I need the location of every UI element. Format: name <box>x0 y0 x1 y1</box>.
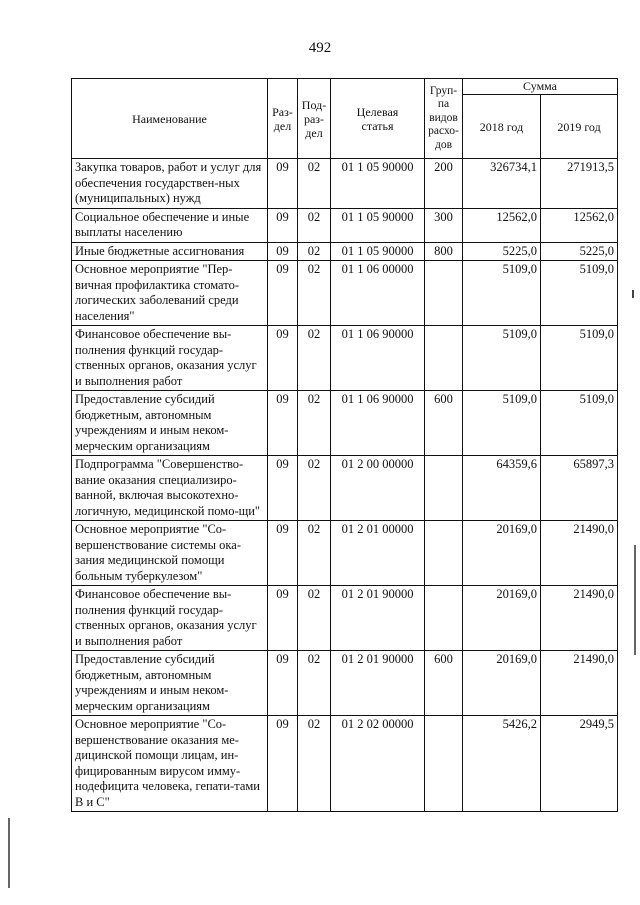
table-row <box>72 242 618 261</box>
cell-2019: 5109,0 <box>541 391 618 456</box>
cell-razdel: 09 <box>268 159 298 209</box>
cell-name: Закупка товаров, работ и услуг для обеспечения государствен-ных (муниципальных) нужд <box>72 159 268 209</box>
cell-2018: 5109,0 <box>463 391 541 456</box>
cell-2019: 21490,0 <box>541 651 618 716</box>
cell-name: Предоставление субсидий бюджетным, автономным учреждениям и иным неком-мерческим организациям <box>72 651 268 716</box>
cell-tselevaya: 01 2 02 00000 <box>331 716 425 812</box>
cell-podrazdel: 02 <box>298 326 331 391</box>
cell-tselevaya: 01 1 06 00000 <box>331 261 425 326</box>
cell-name: Основное мероприятие "Со-вершенствование оказания ме-дицинской помощи лицам, ин-фицированным вирусом имму-нодефицита человека, гепати-тами В и С" <box>72 716 268 812</box>
cell-razdel: 09 <box>268 208 298 242</box>
scan-mark <box>634 545 636 655</box>
scan-mark <box>632 290 634 298</box>
table-row <box>72 159 618 209</box>
cell-gruppa <box>425 261 463 326</box>
cell-2018: 5109,0 <box>463 261 541 326</box>
table-body <box>72 159 618 812</box>
cell-2019: 12562,0 <box>541 208 618 242</box>
budget-table <box>71 78 618 812</box>
table-row <box>72 261 618 326</box>
cell-2019: 5109,0 <box>541 326 618 391</box>
cell-razdel: 09 <box>268 521 298 586</box>
cell-tselevaya: 01 1 05 90000 <box>331 242 425 261</box>
cell-podrazdel: 02 <box>298 651 331 716</box>
table-header <box>72 79 618 159</box>
table-row <box>72 456 618 521</box>
cell-tselevaya: 01 1 06 90000 <box>331 391 425 456</box>
header-year-2019: 2019 год <box>541 95 618 159</box>
cell-razdel: 09 <box>268 391 298 456</box>
cell-tselevaya: 01 2 01 00000 <box>331 521 425 586</box>
cell-tselevaya: 01 1 06 90000 <box>331 326 425 391</box>
cell-2018: 64359,6 <box>463 456 541 521</box>
table-row <box>72 586 618 651</box>
cell-name: Основное мероприятие "Пер-вичная профилактика стомато-логических заболеваний среди населения" <box>72 261 268 326</box>
cell-gruppa <box>425 456 463 521</box>
header-name: Наименование <box>72 79 268 159</box>
cell-tselevaya: 01 1 05 90000 <box>331 159 425 209</box>
cell-2019: 5225,0 <box>541 242 618 261</box>
cell-2018: 20169,0 <box>463 651 541 716</box>
cell-name: Основное мероприятие "Со-вершенствование системы ока-зания медицинской помощи больным туберкулезом" <box>72 521 268 586</box>
cell-podrazdel: 02 <box>298 586 331 651</box>
cell-2018: 5109,0 <box>463 326 541 391</box>
cell-gruppa: 800 <box>425 242 463 261</box>
cell-razdel: 09 <box>268 261 298 326</box>
page-number: 492 <box>308 40 332 56</box>
cell-2018: 5426,2 <box>463 716 541 812</box>
cell-razdel: 09 <box>268 586 298 651</box>
cell-2018: 5225,0 <box>463 242 541 261</box>
table-row <box>72 208 618 242</box>
cell-2018: 326734,1 <box>463 159 541 209</box>
cell-name: Финансовое обеспечение вы-полнения функций государ-ственных органов, оказания услуг и выполнения работ <box>72 586 268 651</box>
cell-gruppa: 600 <box>425 391 463 456</box>
table-row <box>72 391 618 456</box>
cell-gruppa <box>425 586 463 651</box>
cell-podrazdel: 02 <box>298 261 331 326</box>
cell-gruppa: 300 <box>425 208 463 242</box>
cell-gruppa <box>425 521 463 586</box>
cell-podrazdel: 02 <box>298 208 331 242</box>
cell-2018: 12562,0 <box>463 208 541 242</box>
cell-name: Социальное обеспечение и иные выплаты населению <box>72 208 268 242</box>
cell-tselevaya: 01 2 01 90000 <box>331 586 425 651</box>
cell-name: Финансовое обеспечение вы-полнения функций государ-ственных органов, оказания услуг и выполнения работ <box>72 326 268 391</box>
cell-razdel: 09 <box>268 716 298 812</box>
cell-gruppa <box>425 716 463 812</box>
cell-podrazdel: 02 <box>298 456 331 521</box>
cell-podrazdel: 02 <box>298 391 331 456</box>
cell-tselevaya: 01 2 00 00000 <box>331 456 425 521</box>
header-podrazdel: Под- раз- дел <box>298 79 331 159</box>
cell-razdel: 09 <box>268 456 298 521</box>
table-row <box>72 716 618 812</box>
cell-podrazdel: 02 <box>298 159 331 209</box>
cell-2018: 20169,0 <box>463 521 541 586</box>
scan-mark <box>8 818 10 888</box>
cell-name: Предоставление субсидий бюджетным, автономным учреждениям и иным неком-мерческим организациям <box>72 391 268 456</box>
header-summa: Сумма <box>463 79 618 95</box>
header-razdel: Раз- дел <box>268 79 298 159</box>
cell-razdel: 09 <box>268 326 298 391</box>
cell-tselevaya: 01 1 05 90000 <box>331 208 425 242</box>
cell-name: Иные бюджетные ассигнования <box>72 242 268 261</box>
cell-2019: 65897,3 <box>541 456 618 521</box>
cell-2019: 21490,0 <box>541 521 618 586</box>
cell-gruppa: 200 <box>425 159 463 209</box>
cell-gruppa <box>425 326 463 391</box>
cell-tselevaya: 01 2 01 90000 <box>331 651 425 716</box>
header-year-2018: 2018 год <box>463 95 541 159</box>
cell-podrazdel: 02 <box>298 242 331 261</box>
table-row <box>72 521 618 586</box>
cell-2019: 271913,5 <box>541 159 618 209</box>
table-row <box>72 326 618 391</box>
table-row <box>72 651 618 716</box>
cell-2019: 21490,0 <box>541 586 618 651</box>
cell-gruppa: 600 <box>425 651 463 716</box>
header-gruppa: Груп- па видов расхо- дов <box>425 79 463 159</box>
cell-podrazdel: 02 <box>298 716 331 812</box>
cell-razdel: 09 <box>268 242 298 261</box>
cell-podrazdel: 02 <box>298 521 331 586</box>
header-tselevaya: Целевая статья <box>331 79 425 159</box>
cell-2018: 20169,0 <box>463 586 541 651</box>
cell-2019: 2949,5 <box>541 716 618 812</box>
cell-name: Подпрограмма "Совершенство-вание оказания специализиро-ванной, включая высокотехно-логичную, медицинской помо-щи" <box>72 456 268 521</box>
cell-razdel: 09 <box>268 651 298 716</box>
cell-2019: 5109,0 <box>541 261 618 326</box>
